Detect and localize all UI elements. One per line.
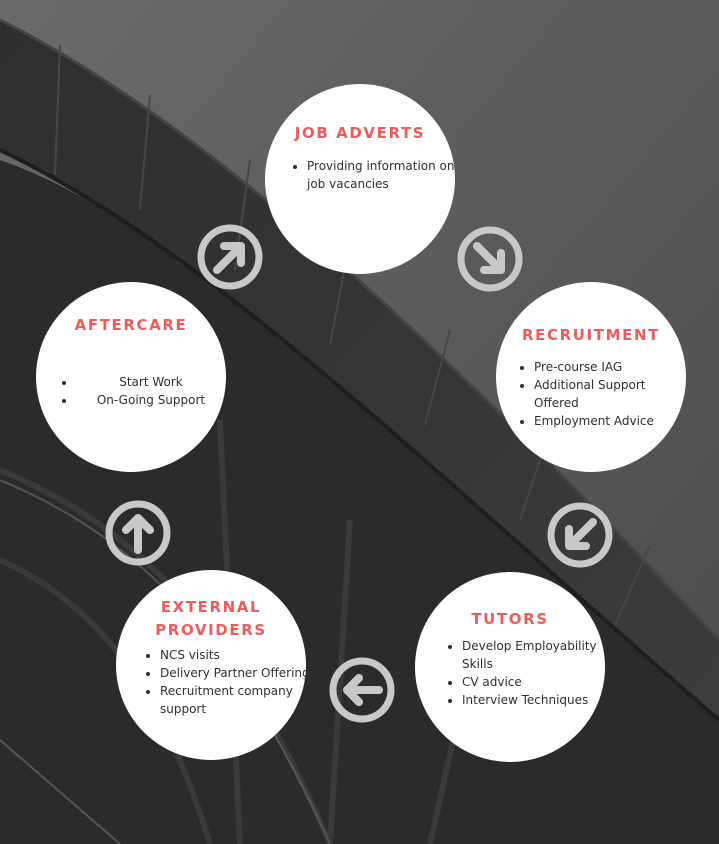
node-item-list <box>516 358 684 430</box>
node-item: • On-Going Support <box>76 391 226 409</box>
node-title: AFTERCARE <box>74 316 188 334</box>
arrow-up-icon <box>103 498 173 568</box>
arrow-up-right-icon <box>195 222 265 292</box>
node-aftercare <box>36 282 226 472</box>
node-item: • Providing information on job vacancies <box>307 157 457 193</box>
node-item: • CV advice <box>462 673 612 691</box>
node-item-list <box>58 373 226 409</box>
node-item: • Recruitment company support <box>160 682 310 718</box>
node-job-adverts <box>265 84 455 274</box>
node-item: • Additional Support Offered <box>534 376 684 412</box>
node-item: • Employment Advice <box>534 412 684 430</box>
node-tutors <box>415 572 605 762</box>
node-title: JOB ADVERTS <box>294 124 426 142</box>
node-title: TUTORS <box>471 610 549 628</box>
node-recruitment <box>496 282 686 472</box>
node-item: • Develop Employability Skills <box>462 637 612 673</box>
node-item-list <box>142 646 310 718</box>
node-item: • Delivery Partner Offering <box>160 664 310 682</box>
node-item: • NCS visits <box>160 646 310 664</box>
node-title: RECRUITMENT <box>522 326 660 344</box>
node-title: EXTERNAL PROVIDERS <box>155 598 267 639</box>
node-item: • Interview Techniques <box>462 691 612 709</box>
node-item-list <box>289 157 457 193</box>
arrow-down-right-icon <box>455 224 525 294</box>
node-external-providers <box>116 570 310 760</box>
arrow-left-icon <box>327 655 397 725</box>
node-item: • Pre-course IAG <box>534 358 684 376</box>
arrow-down-left-icon <box>545 500 615 570</box>
node-item: • Start Work <box>76 373 226 391</box>
node-item-list <box>444 637 612 709</box>
